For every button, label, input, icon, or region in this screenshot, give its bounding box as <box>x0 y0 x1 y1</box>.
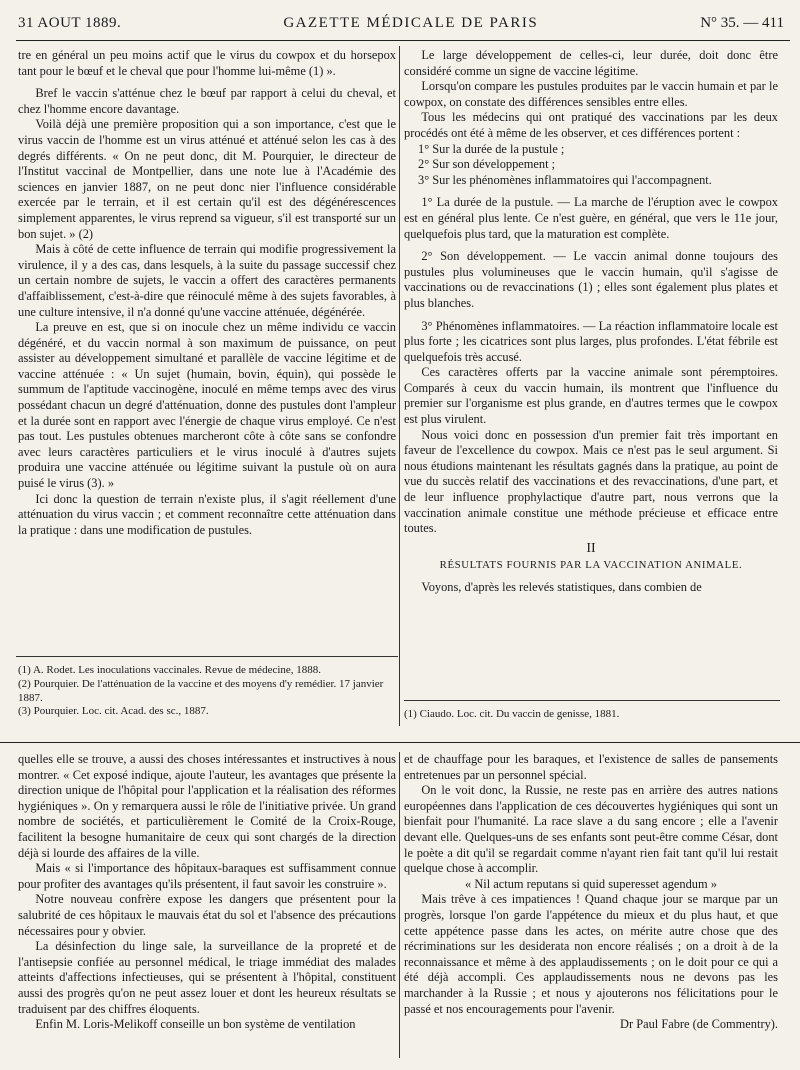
section-separator <box>0 742 800 743</box>
paragraph: 3° Phénomènes inflammatoires. — La réaction inflammatoire locale est plus forte ; les cicatrices sont plus larges, plus profondes. L'état fébrile est quelquefois très accusé. <box>404 318 778 364</box>
footnote: (2) Pourquier. De l'atténuation de la vaccine et des moyens d'y remédier. 17 janvier 1887. <box>18 677 384 704</box>
paragraph: La preuve en est, que si on inocule chez un même individu ce vaccin dégénéré, et du vaccin normal à son maximum de puissance, on peut assister au développement simultané et parallèle de vaccine légitime et de vaccine atténuée : « Un sujet (humain, bovin, équin), qui possède le summum de l'aptitude vaccinogène, inoculé en même temps avec des virus possédant chacun un degré d'atténuation, donne des pustules dont l'ampleur et la durée sont en rapport avec l'énergie de chaque virus employé. Ce n'est pas tout. Les pustules obtenues marcheront côte à côte sans se confondre avec leurs caractères particuliers et le virus inoculé à d'autres sujets produira une vaccine atténuée ou légitime suivant la pustule où on aura puisé le virus (3). » <box>18 320 396 491</box>
column-right-bottom <box>404 752 778 1033</box>
journal-title: GAZETTE MÉDICALE DE PARIS <box>283 14 539 31</box>
column-left-top <box>18 48 396 538</box>
column-divider <box>399 46 400 726</box>
paragraph: Mais « si l'importance des hôpitaux-baraques est suffisamment connue pour profiter des avantages qu'ils présentent, il faut savoir les construire ». <box>18 861 396 891</box>
paragraph: Le large développement de celles-ci, leur durée, doit donc être considéré comme un signe de vaccine légitime. <box>404 48 778 78</box>
paragraph: Nous voici donc en possession d'un premier fait très important en faveur de l'excellence du cowpox. Mais ce n'est pas le seul argument. Si nous étudions maintenant les résultats gagnés dans la pratique, au point de vue du succès relatif des vaccinations et des revaccinations, d'une part, et de leur influence prophylactique d'autre part, nous verrons que la vaccination animale constitue une méthode précieuse et efficace entre toutes. <box>404 427 778 536</box>
footnote: (1) A. Rodet. Les inoculations vaccinales. Revue de médecine, 1888. <box>18 664 322 676</box>
author-signature: Dr Paul Fabre (de Commentry). <box>620 1017 778 1032</box>
paragraph: Bref le vaccin s'atténue chez le bœuf par rapport à celui du cheval, et chez l'homme encore davantage. <box>18 86 396 116</box>
paragraph: Voilà déjà une première proposition qui a son importance, c'est que le virus vaccin de l'homme est un virus atténué et atténué selon les cas à des degrés différents. « On ne peut donc, dit M. Pourquier, le directeur de l'Institut vaccinal de Montpellier, dans une note lue à l'Académie des sciences en janvier 1887, on ne peut donc nier l'influence considérable exercée par le terrain, et il est certain qu'il est des dégénérescences simplement apparentes, le virus reprend sa vigueur, s'il est transporté sur un bon sujet. » (2) <box>18 117 396 241</box>
paragraph: Tous les médecins qui ont pratiqué des vaccinations par les deux procédés ont été à même de les observer, et ces différences portent : <box>404 110 778 140</box>
section-number: II <box>586 540 596 556</box>
paragraph: On le voit donc, la Russie, ne reste pas en arrière des autres nations européennes dans l'application de ces découvertes hygiéniques qui sont un bienfait pour l'humanité. La race slave a du sang encore ; elle a l'avenir devant elle. Quelques-uns de ses enfants sont peut-être comme César, dont le poète a dit qu'il se regardait comme n'ayant rien fait tant qu'il lui restait quelque chose à accomplir. <box>404 783 778 876</box>
running-header <box>18 10 784 36</box>
paragraph: 2° Son développement. — Le vaccin animal donne toujours des pustules plus volumineuses que le vaccin humain, qu'il s'agisse de vaccinations ou de revaccinations (1) ; elles sont également plus plates et plus blanches. <box>404 249 778 310</box>
paragraph: quelles elle se trouve, a aussi des choses intéressantes et instructives à nous montrer. « Cet exposé indique, ajoute l'auteur, les avantages que présente la direction unique de l'hôpital pour l'application et la réalisation des réformes hygiéniques ». On y remarquera aussi le rôle de l'initiative privée. Un grand nombre de sociétés, et particulièrement le Comité de la Croix-Rouge, facilitent la besogne humanitaire de ceux qui sont chargés de la direction déjà si lourde des affaires de la ville. <box>18 752 396 860</box>
list-item: 2° Sur son développement ; <box>418 157 556 172</box>
paragraph: Mais trêve à ces impatiences ! Quand chaque jour se marque par un progrès, lorsque l'on garde l'appétence du mieux et du plus haut, et que cette appétence passe dans les actes, on mérite autre chose que des récriminations sur les desiderata non encore réalisés ; on a droit à de la reconnaissance et même à des applaudissements ; on le doit pour ce qui a été déjà accompli. Ces applaudissements nous ne devons pas les marchander à la Russie ; et nous y ajouterons nos félicitations pour le passé et nos encouragements pour l'avenir. <box>404 892 778 1016</box>
paragraph: Enfin M. Loris-Melikoff conseille un bon système de ventilation <box>35 1017 356 1032</box>
footnote: (3) Pourquier. Loc. cit. Acad. des sc., 1887. <box>18 705 209 718</box>
column-right-top <box>404 48 778 596</box>
list-item: 1° Sur la durée de la pustule ; <box>418 141 565 156</box>
latin-quote: « Nil actum reputans si quid superesset agendum » <box>465 876 717 891</box>
list-item: 3° Sur les phénomènes inflammatoires qui l'accompagnent. <box>418 172 712 187</box>
paragraph: Ces caractères offerts par la vaccine animale sont péremptoires. Comparés à ceux du vaccin humain, ils montrent que l'influence du premier sur l'organisme est plus grande, en d'autres termes que le cowpox est plus virulent. <box>404 365 778 427</box>
footnote-rule <box>16 656 398 657</box>
column-divider <box>399 752 400 1058</box>
footnotes-left <box>18 664 396 719</box>
issue-date: 31 AOUT 1889. <box>18 14 122 31</box>
paragraph: La désinfection du linge sale, la surveillance de la propreté et de l'antisepsie confiée au personnel médical, le triage immédiat des malades atteints d'affections infectieuses, qui se présentent à l'hôpital, constituent aussi des progrès qu'on ne peut assez louer et dont les heureux résultats se traduisent par des chiffres éloquents. <box>18 939 396 1016</box>
paragraph: Mais à côté de cette influence de terrain qui modifie progressivement la virulence, il y a des cas, dans lesquels, à la suite du passage successif chez un certain nombre de sujets, le vaccin a offert des caractères permanents d'affaiblissement, c'est-à-dire que réinoculé même à des sujets favorables, à une culture intensive, il n'a donné qu'une vaccine atténuée, dégénérée. <box>18 242 396 319</box>
header-rule <box>16 40 790 41</box>
paragraph: 1° La durée de la pustule. — La marche de l'éruption avec le cowpox est en général plus lente. Ce n'est guère, en général, que vers le 11e jour, quelquefois plus tard, que la maturation est complète. <box>404 195 778 241</box>
footnote-rule <box>404 700 780 701</box>
paragraph: tre en général un peu moins actif que le virus du cowpox et du horsepox tant pour le bœuf et le cheval que pour l'homme lui-même (1) ». <box>18 48 396 78</box>
issue-number: N° 35. — 411 <box>700 14 784 31</box>
section-title: RÉSULTATS FOURNIS PAR LA VACCINATION ANIMALE. <box>439 559 743 572</box>
paragraph: Voyons, d'après les relevés statistiques, dans combien de <box>421 580 702 594</box>
paragraph: et de chauffage pour les baraques, et l'existence de salles de pansements entretenues par un personnel spécial. <box>404 752 778 782</box>
column-left-bottom <box>18 752 396 1033</box>
paragraph: Ici donc la question de terrain n'existe plus, il s'agit réellement d'une atténuation du virus vaccin ; et comment reconnaître cette atténuation dans la pratique : dans une modification de pustules. <box>18 491 396 537</box>
footnote: (1) Ciaudo. Loc. cit. Du vaccin de genisse, 1881. <box>404 708 620 720</box>
paragraph: Lorsqu'on compare les pustules produites par le vaccin humain et par le cowpox, on constate des différences sensibles entre elles. <box>404 79 778 109</box>
paragraph: Notre nouveau confrère expose les dangers que présentent pour la salubrité de ces hôpitaux le mauvais état du sol et l'absence des précautions nécessaires pour y obvier. <box>18 892 396 938</box>
footnotes-right <box>404 708 778 722</box>
